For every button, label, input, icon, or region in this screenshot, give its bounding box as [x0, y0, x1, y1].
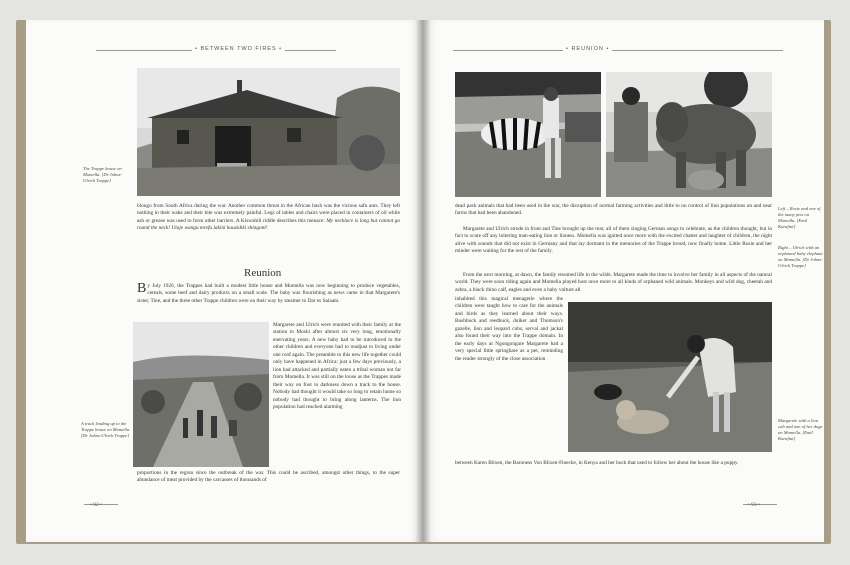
left-column-text: Margarete and Ulrich were reunited with their family at the station in Moshi after almost six very long, emotionally enervating years. A new baby had to be introduced to the other children and everyone had to readjust to living under one roof again. The preamble to this new life together could only have happened in Africa: just a few days previously, a lion had attacked and partially eaten a tribal woman not far from Momella. It was still on the loose as the Trappes made their way on foot in darkness down a track to the house. Nobody had thought it would take so long to retain home so nobody had thought to bring along lanterns. The lion population had reached alarming	[273, 322, 401, 410]
section-heading: Reunion	[244, 267, 282, 279]
book-gutter	[415, 20, 431, 542]
right-top-paragraph: dead pack animals that had been used in the war, the disruption of normal farming activities and little to no control of lion populations on and near farms that had been abandoned.	[455, 203, 772, 217]
left-bottom-paragraph: proportions in the region since the outbreak of the war. This could be ascribed, amongst other things, to the super abundance of meat provided by the carcasses of thousands of	[137, 470, 400, 484]
right-bottom-paragraph: between Karen Blixen, the Baroness Von Blixen-Finecke, in Kenya and her buck that used to follow her about the house like a puppy.	[455, 460, 739, 466]
lion-cub-photo-caption: Margarete with a lion cub and one of her dogs on Momella. [Emil Karafiat]	[778, 418, 823, 441]
top-paragraph: blougo from South Africa during the war. Another common threat in the African bush was the vicious safu ants. They left nothing in their wake and their bite was extremely painful. Legs of tables and chairs were placed in containers of oil while ash or grease was used to form other barriers. A Kiswahili riddle describes this menace: My necklace is long but cannot go round the neck! Utaje wangu mrefu lakini hauzidiki shingoni!	[137, 203, 400, 232]
right-paragraph-2: Margarete and Ulrich strode in front and Tine brought up the rear, all of them singing German songs to celebrate, as the children thought, but in fact to scare off any loitering man-eating lion or lioness. Momella was ignited once more with the excited chatter and laughter of children, the night alive with sounds that did not exist in Germany and that lay dormant in the memories of the Trappe brood, now finally home. Little Rosie and her minder were waiting for the rest of the family.	[455, 226, 772, 255]
book-spread	[26, 20, 824, 542]
page-number-left: • 92 •	[90, 502, 103, 508]
right-paragraph-3: From the next morning, at dawn, the family resumed life in the wilds. Margarete made the time to involve her family in all aspects of the natural world. They were soon riding again and Momella played host once more to all kinds of orphaned wild animals. Monkeys and wild dog, cheetah and zebra, a black rhino calf, eagles and even a baby vulture all	[455, 272, 772, 293]
elephant-photo-caption: Right – Ulrich with an orphaned baby elephant on Momella. [Dr Johns-Ulrich Trappe]	[778, 245, 823, 268]
right-page	[423, 20, 824, 542]
zebra-photo	[455, 72, 601, 197]
intro-paragraph: By July 1926, the Trappes had built a modest little house and Momella was now beginning to produce vegetables, cereals, some beef and dairy products on a small scale. The baby was flourishing as news came in that Margarete's sister, Tine, and the three other Trappe children were on their way by steamer to Dar es Salaam.	[137, 283, 400, 304]
page-number-right: • 93 •	[748, 502, 761, 508]
lion-cub-photo	[568, 302, 772, 452]
running-head-left: • BETWEEN TWO FIRES •	[192, 46, 285, 52]
header-rule	[453, 50, 783, 51]
track-photo	[133, 322, 269, 467]
right-column-text: inhabited this magical menagerie where the children were taught how to care for the animals and birds as they learned about their ways. Bushbuck and reedbuck, duiker and Thomson's gazelle, lion and leopard cubs, serval and jackal also found their way into the Trappe domain. In the early days at Ngongongare Margarete had a very special little springhare as a pet, reminding the reader strongly of the close association	[455, 296, 563, 362]
rosie-photo-caption: Left – Rosie and one of the many pets on Momella. [Emil Karafiat]	[778, 206, 821, 229]
left-page	[26, 20, 423, 542]
house-photo-caption: The Trappe house on Momella. [Dr Johns-Ulrich Trappe]	[83, 166, 122, 183]
elephant-photo	[606, 72, 772, 197]
house-photo	[137, 68, 400, 196]
running-head-right: • REUNION •	[563, 46, 612, 52]
track-photo-caption: A track leading up to the Trappe house on Momella. [Dr Johns-Ulrich Trappe]	[81, 421, 131, 438]
